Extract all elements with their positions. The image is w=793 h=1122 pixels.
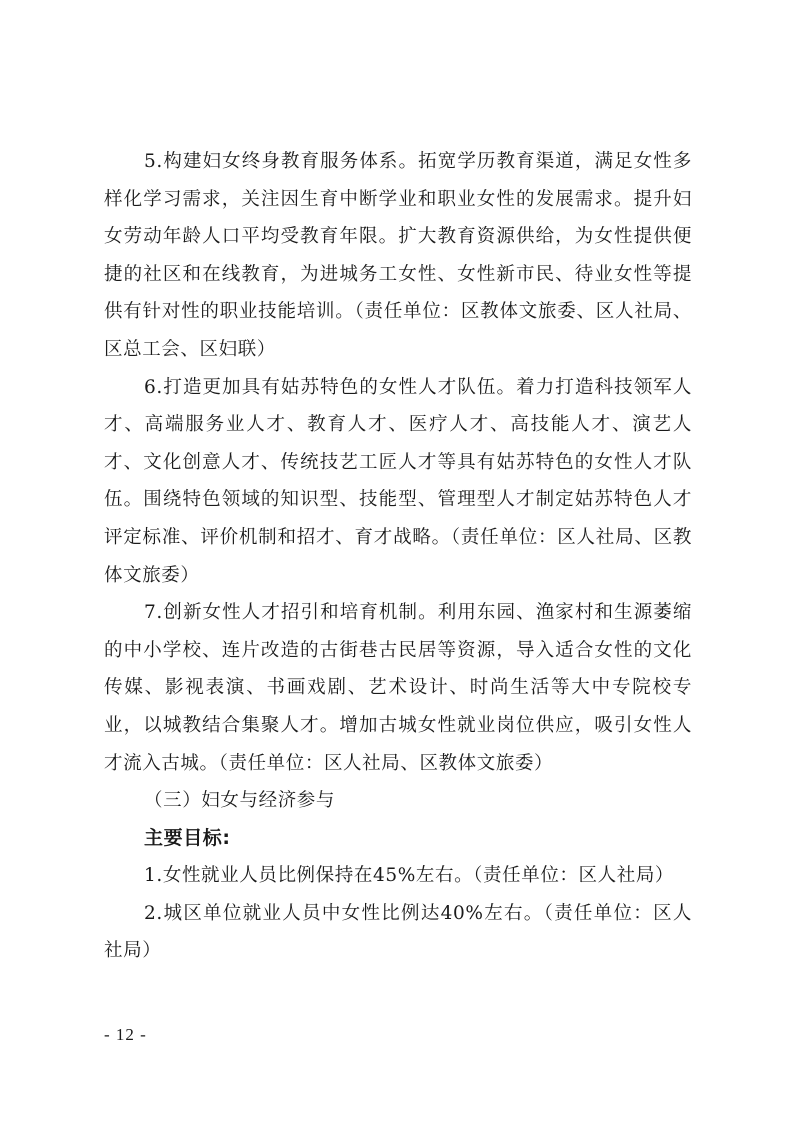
section-heading: （三）妇女与经济参与 (144, 790, 336, 812)
paragraph-item-7: 7.创新女性人才招引和培育机制。利用东园、渔家村和生源萎缩的中小学校、连片改造的古街巷古民居等资源，导入适合女性的文化传媒、影视表演、书画戏剧、艺术设计、时尚生活等大中专院校专业，以城教结合集聚人才。增加古城女性就业岗位供应，吸引女性人才流入古城。（责任单位：区人社局、区教体文旅委） (104, 602, 692, 774)
goal-item-1: 1.女性就业人员比例保持在45%左右。（责任单位：区人社局） (144, 865, 675, 887)
paragraph-item-5: 5.构建妇女终身教育服务体系。拓宽学历教育渠道，满足女性多样化学习需求，关注因生育中断学业和职业女性的发展需求。提升妇女劳动年龄人口平均受教育年限。扩大教育资源供给，为女性提供便捷的社区和在线教育，为进城务工女性、女性新市民、待业女性等提供有针对性的职业技能培训。（责任单位：区教体文旅委、区人社局、区总工会、区妇联） (104, 151, 692, 360)
goal-item-2: 2.城区单位就业人员中女性比例达40%左右。（责任单位：区人社局） (104, 902, 692, 962)
document-body (104, 143, 692, 970)
goals-heading: 主要目标: (144, 826, 231, 849)
paragraph-item-6: 6.打造更加具有姑苏特色的女性人才队伍。着力打造科技领军人才、高端服务业人才、教育人才、医疗人才、高技能人才、演艺人才、文化创意人才、传统技艺工匠人才等具有姑苏特色的女性人才队伍。围绕特色领域的知识型、技能型、管理型人才制定姑苏特色人才评定标准、评价机制和招才、育才战略。（责任单位：区人社局、区教体文旅委） (104, 376, 692, 586)
page-number: - 12 - (104, 1025, 147, 1044)
